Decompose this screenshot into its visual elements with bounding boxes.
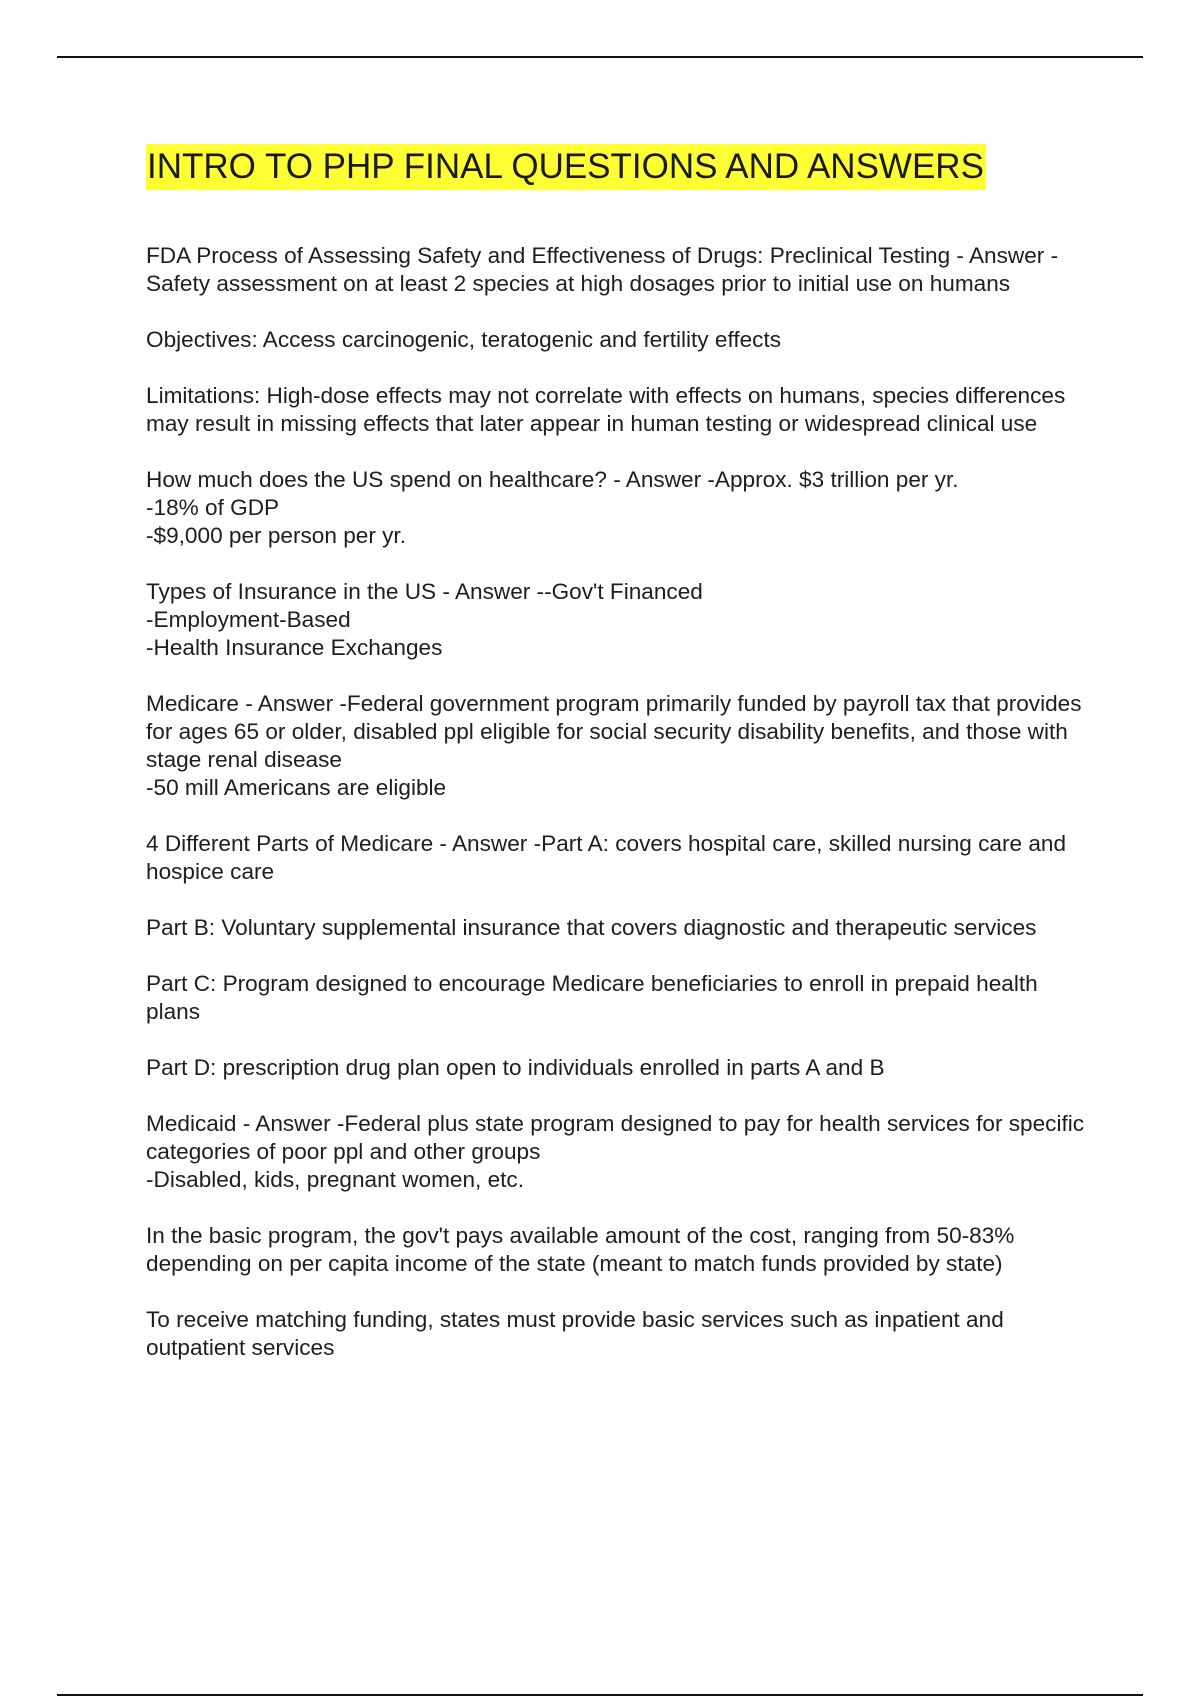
paragraph-line: Part D: prescription drug plan open to individuals enrolled in parts A and B (146, 1055, 885, 1080)
paragraph-line: FDA Process of Assessing Safety and Effectiveness of Drugs: Preclinical Testing - Answer -Safety assessment on at least 2 species at high dosages prior to initial use on humans (146, 243, 1059, 296)
title-block (146, 144, 986, 190)
paragraph-line: Objectives: Access carcinogenic, teratogenic and fertility effects (146, 327, 782, 352)
paragraph-line: -Health Insurance Exchanges (146, 635, 443, 660)
qa-paragraph (146, 1306, 1086, 1362)
paragraph-line: -Disabled, kids, pregnant women, etc. (146, 1167, 525, 1192)
bottom-rule (57, 1694, 1143, 1696)
qa-paragraph (146, 242, 1086, 298)
page-title: INTRO TO PHP FINAL QUESTIONS AND ANSWERS (146, 144, 986, 190)
paragraph-line: To receive matching funding, states must provide basic services such as inpatient and outpatient services (146, 1307, 1004, 1360)
paragraph-line: In the basic program, the gov't pays available amount of the cost, ranging from 50-83% depending on per capita income of the state (meant to match funds provided by state) (146, 1223, 1015, 1276)
qa-paragraph (146, 914, 1086, 942)
paragraph-line: -50 mill Americans are eligible (146, 775, 447, 800)
paragraph-line: Limitations: High-dose effects may not correlate with effects on humans, species differences may result in missing effects that later appear in human testing or widespread clinical use (146, 383, 1066, 436)
qa-paragraph (146, 1054, 1086, 1082)
paragraph-line: Part B: Voluntary supplemental insurance that covers diagnostic and therapeutic services (146, 915, 1037, 940)
paragraph-line: Part C: Program designed to encourage Medicare beneficiaries to enroll in prepaid health plans (146, 971, 1038, 1024)
qa-paragraph (146, 578, 1086, 662)
paragraph-line: Medicare - Answer -Federal government program primarily funded by payroll tax that provides for ages 65 or older, disabled ppl eligible for social security disability benefits, and those with stage renal disease (146, 691, 1082, 772)
top-rule (57, 56, 1143, 58)
qa-paragraph (146, 970, 1086, 1026)
paragraph-line: Types of Insurance in the US - Answer --Gov't Financed (146, 579, 703, 604)
qa-paragraph (146, 382, 1086, 438)
qa-paragraph (146, 1110, 1086, 1194)
paragraph-line: -Employment-Based (146, 607, 351, 632)
paragraph-line: How much does the US spend on healthcare? - Answer -Approx. $3 trillion per yr. (146, 467, 959, 492)
qa-paragraph (146, 830, 1086, 886)
paragraph-line: Medicaid - Answer -Federal plus state program designed to pay for health services for specific categories of poor ppl and other groups (146, 1111, 1085, 1164)
qa-paragraph (146, 326, 1086, 354)
paragraph-line: -18% of GDP (146, 495, 280, 520)
paragraph-line: 4 Different Parts of Medicare - Answer -Part A: covers hospital care, skilled nursing care and hospice care (146, 831, 1067, 884)
qa-paragraph (146, 466, 1086, 550)
qa-paragraph (146, 1222, 1086, 1278)
qa-body (146, 242, 1086, 1390)
paragraph-line: -$9,000 per person per yr. (146, 523, 406, 548)
qa-paragraph (146, 690, 1086, 802)
